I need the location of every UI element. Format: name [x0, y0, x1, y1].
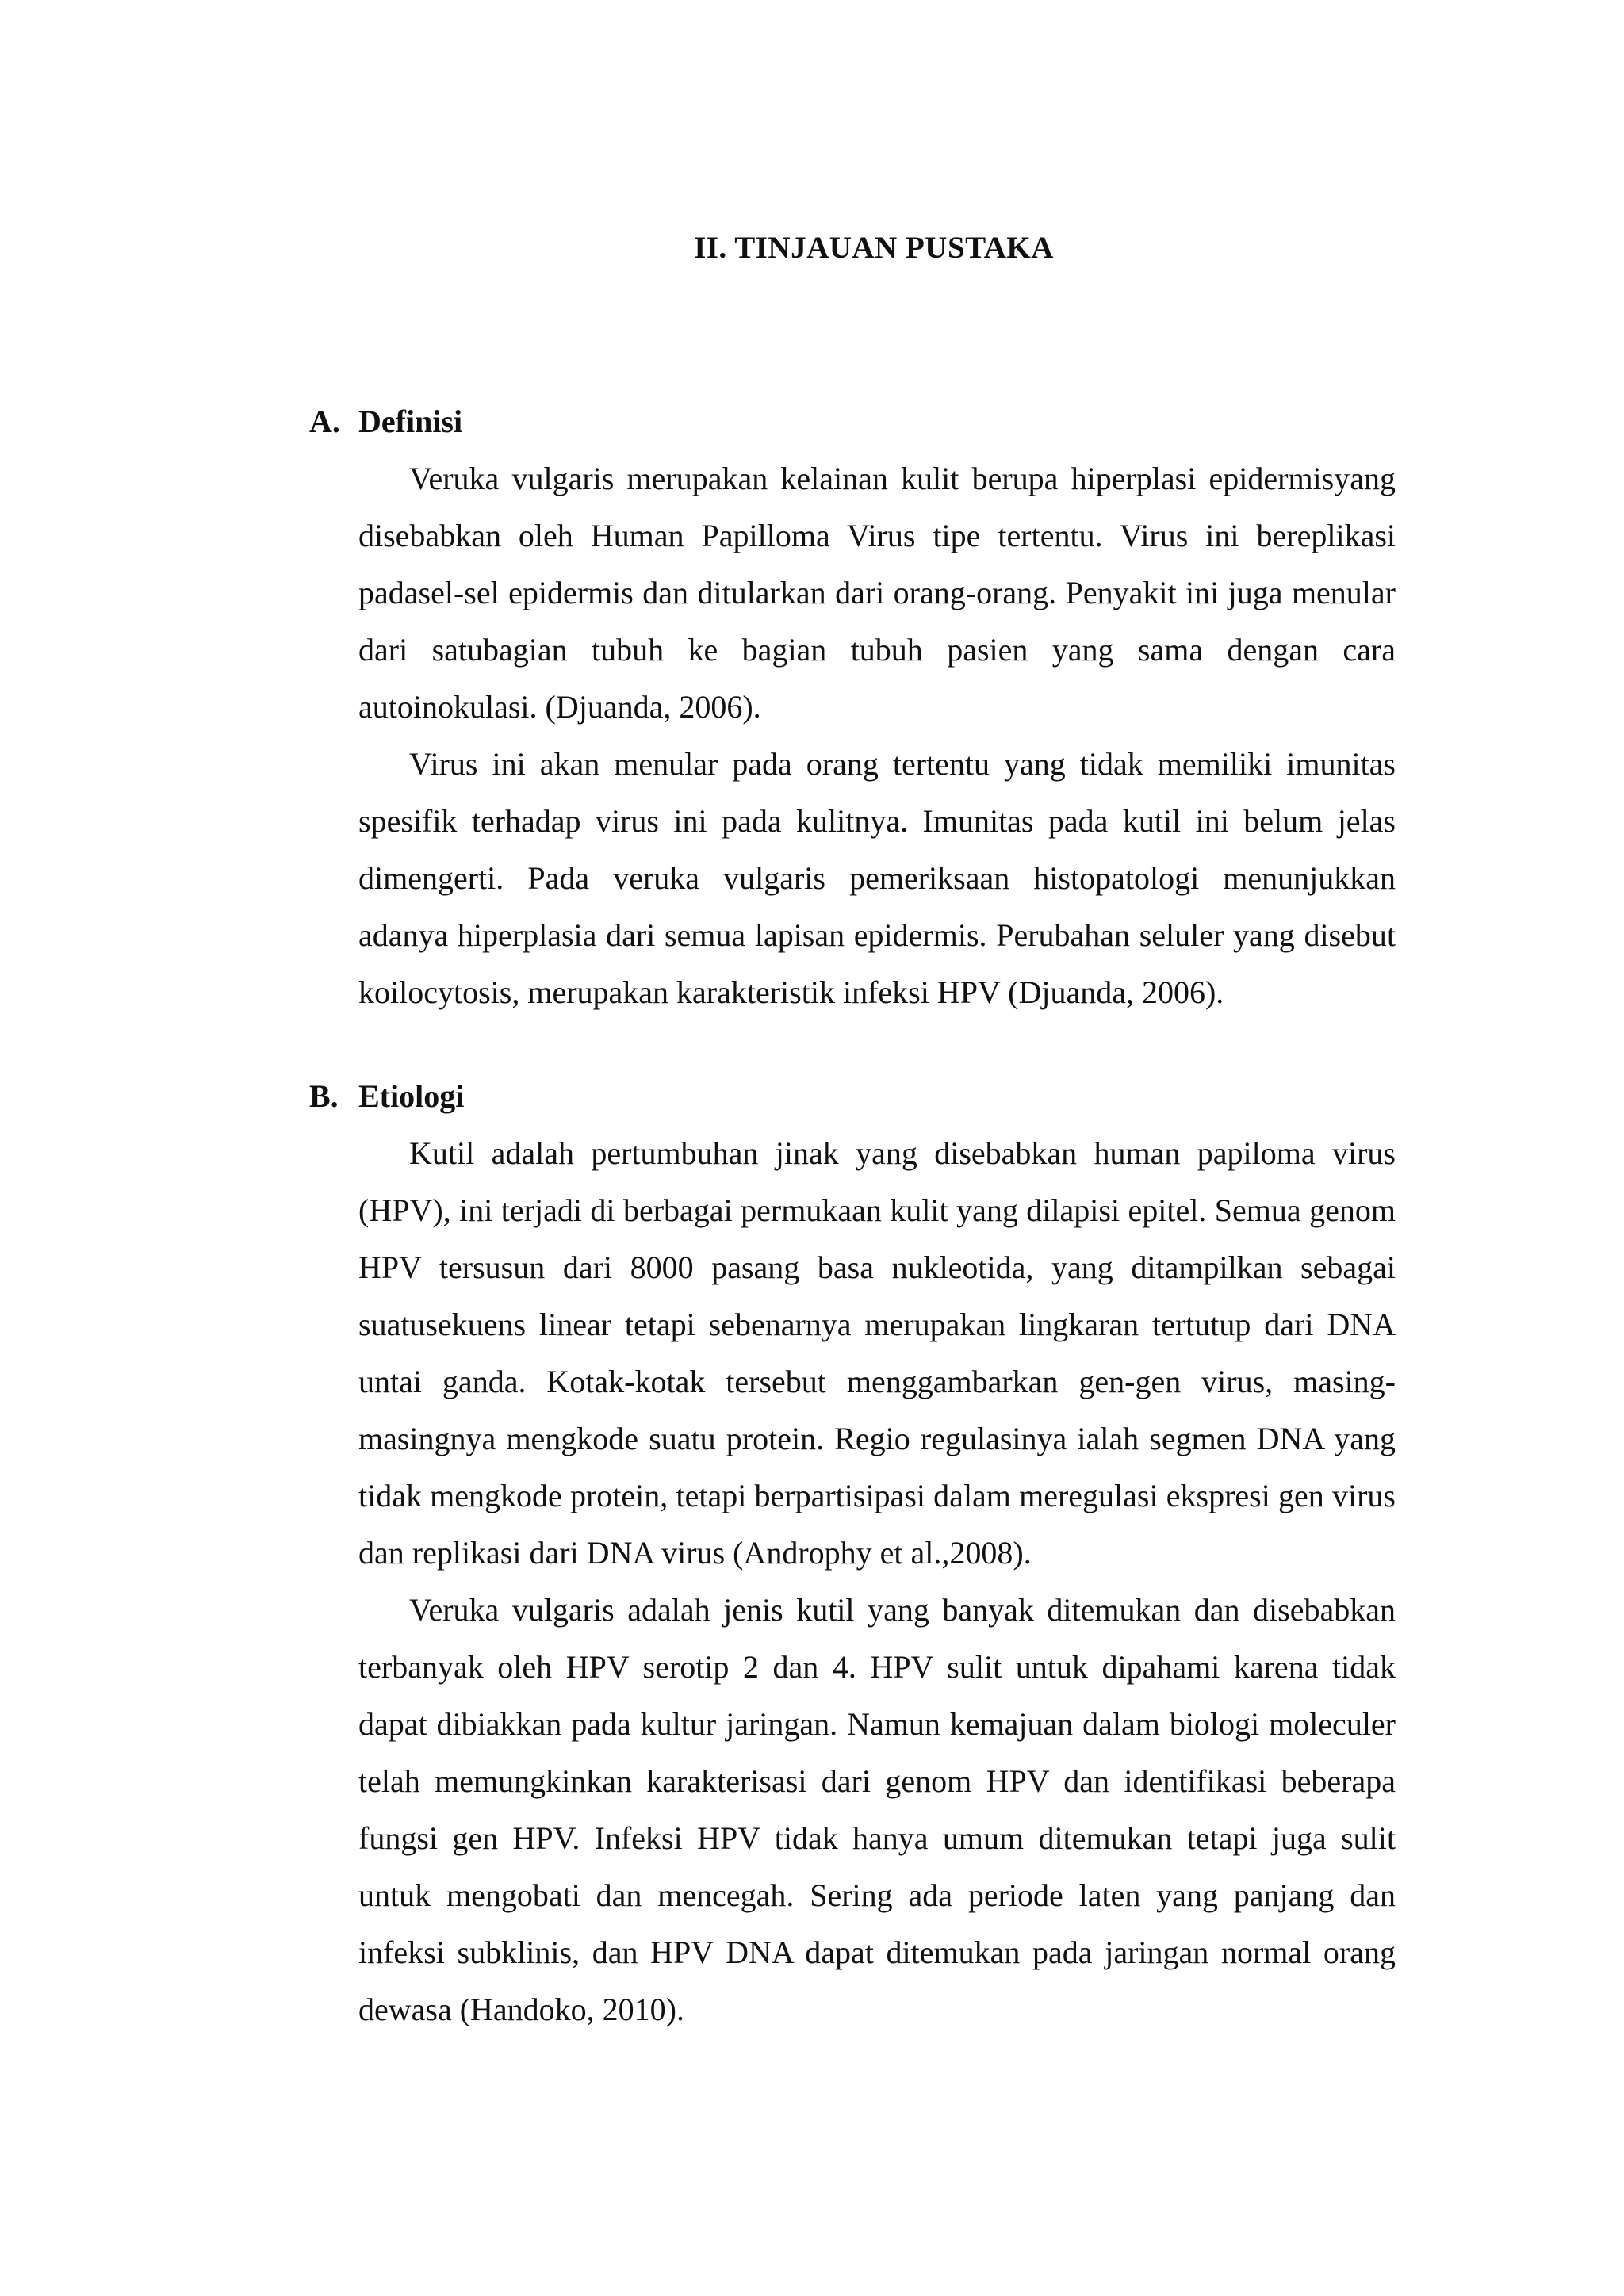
- section-heading-etiologi: [309, 1068, 464, 1125]
- paragraph: Veruka vulgaris adalah jenis kutil yang banyak ditemukan dan disebabkan terbanyak oleh HPV serotip 2 dan 4. HPV sulit untuk dipahami karena tidak dapat dibiakkan pada kultur jaringan. Namun kemajuan dalam biologi moleculer telah memungkinkan karakterisasi dari genom HPV dan identifikasi beberapa fungsi gen HPV. Infeksi HPV tidak hanya umum ditemukan tetapi juga sulit untuk mengobati dan mencegah. Sering ada periode laten yang panjang dan infeksi subklinis, dan HPV DNA dapat ditemukan pada jaringan normal orang dewasa (Handoko, 2010).: [358, 1592, 1396, 2027]
- chapter-title: II. TINJAUAN PUSTAKA: [694, 231, 1054, 265]
- paragraph: Veruka vulgaris merupakan kelainan kulit berupa hiperplasi epidermisyang disebabkan oleh Human Papilloma Virus tipe tertentu. Virus ini bereplikasi padasel-sel epidermis dan ditularkan dari orang-orang. Penyakit ini juga menular dari satubagian tubuh ke bagian tubuh pasien yang sama dengan cara autoinokulasi. (Djuanda, 2006).: [358, 461, 1396, 725]
- section-heading-definisi: [309, 393, 462, 450]
- section-number: A.: [309, 404, 340, 439]
- section-number: B.: [309, 1078, 339, 1114]
- section-body-definisi: [358, 450, 1396, 1021]
- paragraph: Kutil adalah pertumbuhan jinak yang disebabkan human papiloma virus (HPV), ini terjadi di berbagai permukaan kulit yang dilapisi epitel. Semua genom HPV tersusun dari 8000 pasang basa nukleotida, yang ditampilkan sebagai suatusekuens linear tetapi sebenarnya merupakan lingkaran tertutup dari DNA untai ganda. Kotak-kotak tersebut menggambarkan gen-gen virus, masing-masingnya mengkode suatu protein. Regio regulasinya ialah segmen DNA yang tidak mengkode protein, tetapi berpartisipasi dalam meregulasi ekspresi gen virus dan replikasi dari DNA virus (Androphy et al.,2008).: [358, 1135, 1396, 1571]
- paragraph: Virus ini akan menular pada orang tertentu yang tidak memiliki imunitas spesifik terhadap virus ini pada kulitnya. Imunitas pada kutil ini belum jelas dimengerti. Pada veruka vulgaris pemeriksaan histopatologi menunjukkan adanya hiperplasia dari semua lapisan epidermis. Perubahan seluler yang disebut koilocytosis, merupakan karakteristik infeksi HPV (Djuanda, 2006).: [358, 746, 1396, 1010]
- section-title: Definisi: [358, 404, 463, 439]
- section-body-etiologi: [358, 1125, 1396, 2038]
- section-title: Etiologi: [358, 1078, 465, 1114]
